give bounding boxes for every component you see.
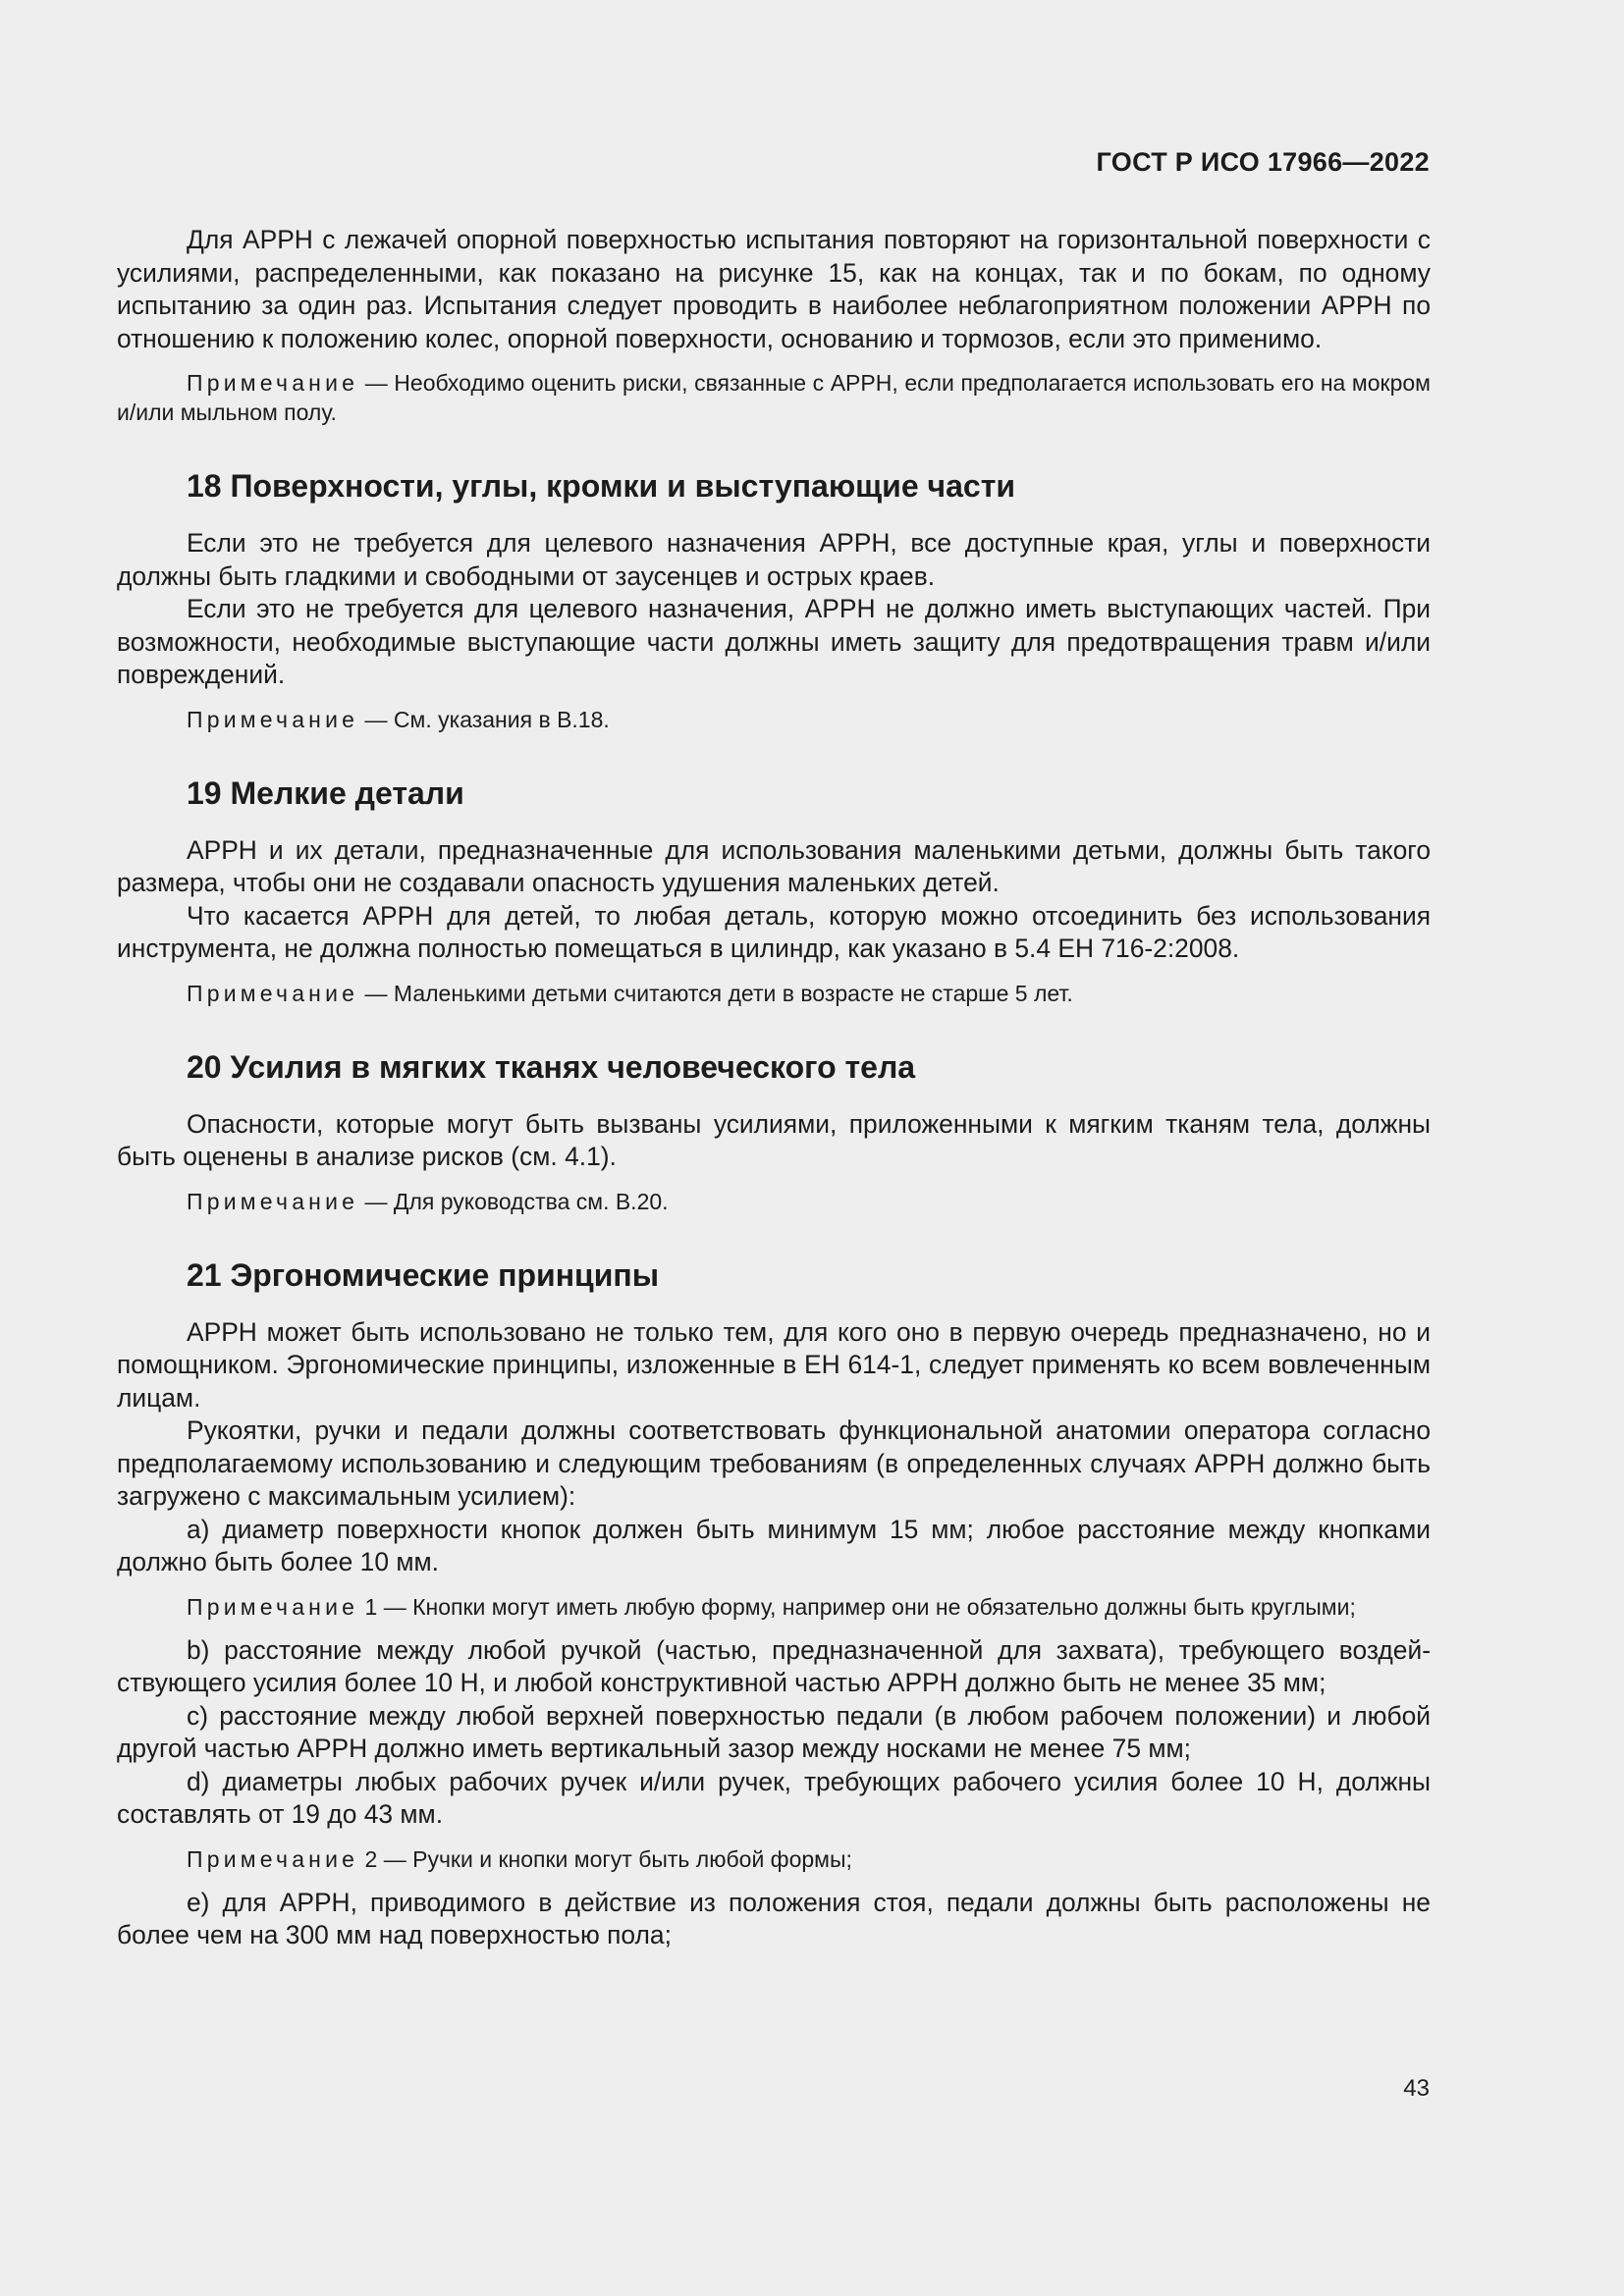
section-18-title: 18 Поверхности, углы, кромки и выступающие части: [187, 468, 1016, 504]
section-21-item-e: e) для АРРН, приводимого в действие из положения стоя, педали должны быть расположены не более чем на 300 мм над поверхностью пола;: [117, 1887, 1431, 1949]
note-text: 2 — Ручки и кнопки могут быть любой формы;: [358, 1845, 852, 1872]
section-19-title: 19 Мелкие детали: [187, 774, 464, 811]
page-number: 43: [1403, 2075, 1430, 2102]
intro-paragraph: Для АРРН с лежачей опорной поверхностью испытания повторяют на горизонтальной поверхности с усилиями, распределенными, как показано на рисунке 15, как на концах, так и по бокам, по одному испытанию за один раз. Испытания следует проводить в наиболее неблагоприятном положении АРРН по отношению к положению колес, опорной поверхности, основанию и тормозов, если это применимо.: [117, 225, 1431, 353]
note-text: — Для руководства см. В.20.: [358, 1188, 669, 1214]
section-21-item-a: a) диаметр поверхности кнопок должен быть минимум 15 мм; любое расстояние между кнопками должно быть более 10 мм.: [117, 1514, 1431, 1576]
section-21-paragraph-1: АРРН может быть использовано не только тем, для кого оно в первую очередь предназначено, но и помощником. Эргономические принципы, изложенные в ЕН 614-1, следует применять ко всем вовлеченным лицам.: [117, 1316, 1431, 1413]
section-18-note: [117, 705, 1431, 734]
note-label: Примечание: [187, 706, 359, 732]
section-20-title: 20 Усилия в мягких тканях человеческого тела: [187, 1048, 916, 1085]
note-label: Примечание: [187, 980, 359, 1006]
section-19-paragraph-1: АРРН и их детали, предназначенные для использования маленькими детьми, должны быть такого размера, чтобы они не создавали опасность удушения маленьких детей.: [117, 834, 1431, 897]
document-code: ГОСТ Р ИСО 17966—2022: [1096, 147, 1430, 177]
note-label: Примечание: [187, 1845, 359, 1872]
section-20-note: [117, 1187, 1431, 1216]
section-19-note: [117, 979, 1431, 1008]
section-19-paragraph-2: Что касается АРРН для детей, то любая деталь, которую можно отсоединить без использования инструмента, не должна полностью помещаться в цилиндр, как указано в 5.4 ЕН 716-2:2008.: [117, 900, 1431, 963]
section-21-paragraph-2: Рукоятки, ручки и педали должны соответствовать функциональной анатомии оператора согласно предполагаемому использованию и следующим требованиям (в определенных случаях АРРН должно быть загружено с максимальным усилием):: [117, 1415, 1431, 1511]
section-21-title: 21 Эргономические принципы: [187, 1256, 660, 1293]
section-20-paragraph-1: Опасности, которые могут быть вызваны усилиями, приложенными к мягким тканям тела, должны быть оценены в анализе рисков (см. 4.1).: [117, 1108, 1431, 1171]
note-text: — Маленькими детьми считаются дети в возрасте не старше 5 лет.: [358, 980, 1073, 1006]
note-text: — См. указания в В.18.: [358, 706, 610, 732]
section-21-note-2: [117, 1844, 1431, 1874]
section-21-item-b: b) расстояние между любой ручкой (частью, предназначенной для захвата), требующего воздействующего усилия более 10 Н, и любой конструктивной частью АРРН должно быть не менее 35 мм;: [117, 1634, 1431, 1697]
note-label: Примечание: [187, 370, 359, 396]
section-18-paragraph-2: Если это не требуется для целевого назначения, АРРН не должно иметь выступающих частей. При возможности, необходимые выступающие части должны иметь защиту для предотвращения травм и/или повреждений.: [117, 594, 1431, 689]
note-label: Примечание: [187, 1593, 359, 1620]
note-text: — Необходимо оценить риски, связанные с АРРН, если предполагается использовать его на мокром и/или мыльном полу.: [117, 370, 1431, 425]
section-18-paragraph-1: Если это не требуется для целевого назначения АРРН, все доступные края, углы и поверхности должны быть гладкими и свободными от заусенцев и острых краев.: [117, 528, 1431, 591]
section-21-note-1: [117, 1592, 1431, 1622]
intro-note: [117, 368, 1431, 427]
note-text: 1 — Кнопки могут иметь любую форму, например они не обязательно должны быть круглыми;: [358, 1593, 1356, 1620]
page-content: [117, 224, 1431, 1952]
note-label: Примечание: [187, 1188, 359, 1214]
section-21-item-c: c) расстояние между любой верхней поверхностью педали (в любом рабочем положении) и любой другой частью АРРН должно иметь вертикальный зазор между носками не менее 75 мм;: [117, 1700, 1431, 1763]
section-21-item-d: d) диаметры любых рабочих ручек и/или ручек, требующих рабочего усилия более 10 Н, должны составлять от 19 до 43 мм.: [117, 1766, 1431, 1829]
